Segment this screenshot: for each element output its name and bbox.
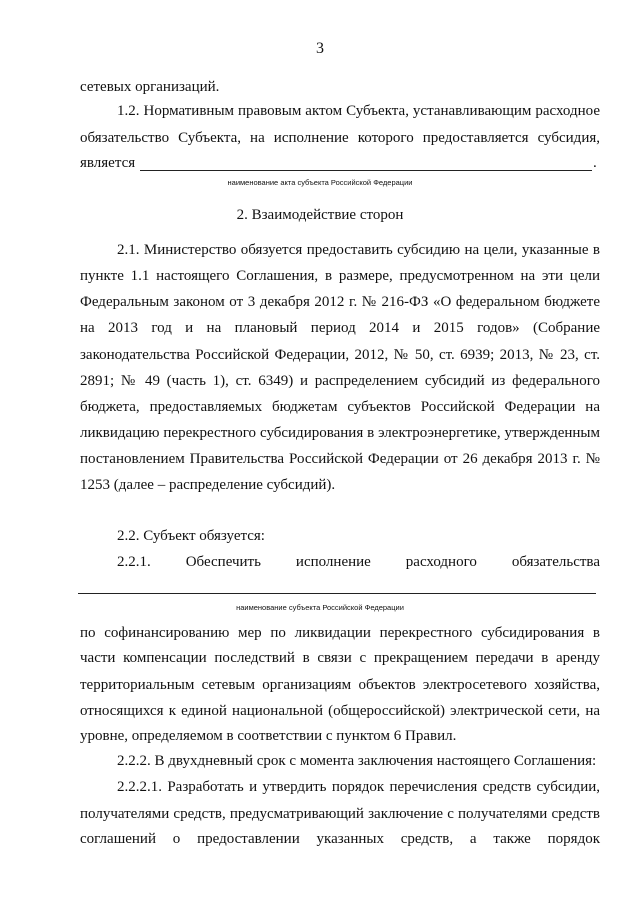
paragraph-line: ликвидацию перекрестного субсидирования в электроэнергетике, утвержденным — [80, 425, 600, 441]
word: расходного — [405, 554, 477, 570]
paragraph-line-spread — [117, 553, 600, 571]
paragraph-line: 2.2.2. В двухдневный срок с момента заключения настоящего Соглашения: — [117, 753, 597, 769]
paragraph-line: относящихся к единой национальной (общероссийской) электрической сети, на — [80, 703, 600, 719]
section-title: 2. Взаимодействие сторон — [236, 207, 404, 223]
blank-underline-act — [140, 170, 592, 171]
paragraph-line: пункте 1.1 настоящего Соглашения, в размере, предусмотренном на эти цели — [80, 268, 600, 284]
paragraph-line: обязательство Субъекта, на исполнение которого предоставляется субсидия, — [80, 130, 600, 146]
caption-subject-name: наименование субъекта Российской Федерации — [236, 603, 404, 612]
word: 2.2.1. — [117, 554, 151, 570]
paragraph-line: 2.1. Министерство обязуется предоставить субсидию на цели, указанные в — [117, 242, 600, 258]
paragraph-line: части компенсации последствий в связи с прекращением передачи в аренду — [80, 650, 600, 666]
paragraph-line: 2.2.2.1. Разработать и утвердить порядок перечисления средств субсидии, — [117, 779, 600, 795]
paragraph-line: по софинансированию мер по ликвидации перекрестного субсидирования в — [80, 625, 600, 641]
blank-underline-subject — [78, 593, 596, 594]
paragraph-line: законодательства Российской Федерации, 2012, № 50, ст. 6939; 2013, № 23, ст. — [80, 347, 600, 363]
paragraph-line: 2.2. Субъект обязуется: — [117, 528, 265, 544]
paragraph-line: сетевых организаций. — [80, 79, 220, 95]
word: Обеспечить — [185, 554, 261, 570]
paragraph-line: 1253 (далее – распределение субсидий). — [80, 477, 336, 493]
caption-act-name: наименование акта субъекта Российской Федерации — [227, 178, 413, 187]
paragraph-line: 1.2. Нормативным правовым актом Субъекта, устанавливающим расходное — [117, 103, 600, 119]
paragraph-line: получателями средств, предусматривающий заключение с получателями средств — [80, 806, 600, 822]
paragraph-line: уровне, определяемом в соответствии с пунктом 6 Правил. — [80, 728, 457, 744]
paragraph-line: территориальным сетевым организациям объектов электросетевого хозяйства, — [80, 677, 600, 693]
paragraph-line: бюджета, предоставляемых бюджетам субъектов Российской Федерации на — [80, 399, 600, 415]
word: обязательства — [511, 554, 600, 570]
fill-label: является — [80, 155, 136, 171]
paragraph-line: на 2013 год и на плановый период 2014 и 2015 годов» (Собрание — [80, 320, 600, 336]
paragraph-line: Федеральным законом от 3 декабря 2012 г. № 216-ФЗ «О федеральном бюджете — [80, 294, 600, 310]
paragraph-line: 2891; № 49 (часть 1), ст. 6349) и распределением субсидий из федерального — [80, 373, 600, 389]
paragraph-line: постановлением Правительства Российской Федерации от 26 декабря 2013 г. № — [80, 451, 600, 467]
paragraph-line: соглашений о предоставлении указанных средств, а также порядок — [80, 831, 600, 847]
fill-end: . — [593, 155, 597, 171]
word: исполнение — [295, 554, 371, 570]
page-number: 3 — [316, 40, 324, 57]
